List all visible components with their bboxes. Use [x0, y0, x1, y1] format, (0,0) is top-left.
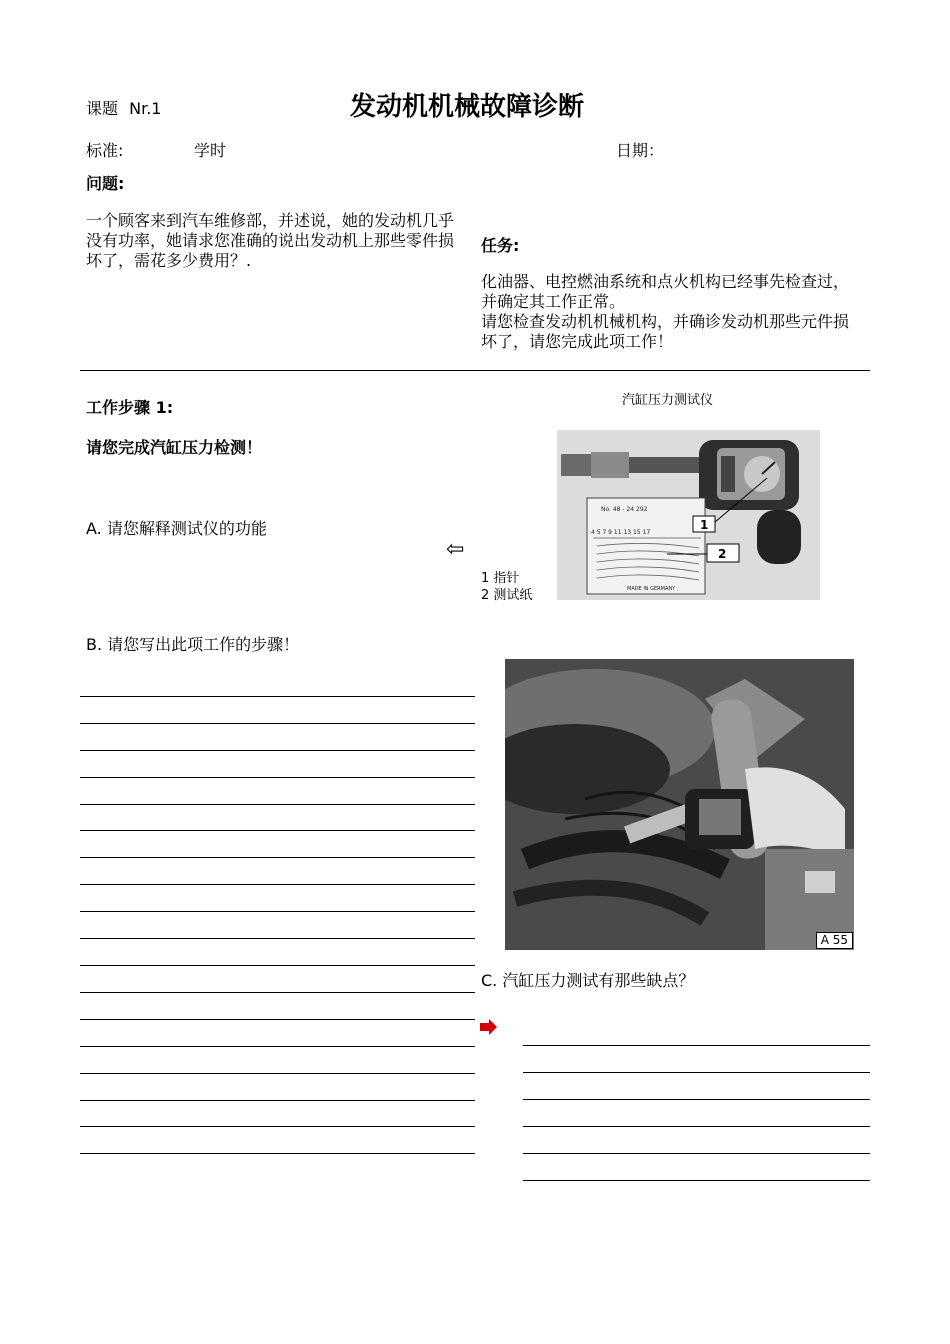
compression-tester-illustration: [557, 430, 820, 600]
page-title: 发动机机械故障诊断: [350, 92, 585, 122]
engine-test-photo: [505, 659, 854, 950]
answer-line: [80, 965, 475, 966]
topic-label: 课题: [86, 99, 119, 118]
section-divider: [80, 370, 870, 371]
answer-line: [80, 992, 475, 993]
answer-line: [80, 750, 475, 751]
answer-line: [80, 1046, 475, 1047]
card-scale: 4 5 7 9 11 13 15 17: [591, 529, 651, 536]
arrow-left-icon: ⇦: [446, 537, 465, 562]
engine-test-illustration: [505, 659, 854, 950]
problem-heading: 问题:: [86, 174, 125, 193]
arrow-right-icon: [480, 1019, 498, 1035]
topic-number: Nr.1: [129, 99, 162, 118]
callout-2: 2: [718, 547, 727, 561]
answer-line: [80, 777, 475, 778]
problem-text: 一个顾客来到汽车维修部，并述说，她的发动机几乎没有功率，她请求您准确的说出发动机上那些零件损坏了，需花多少费用？.: [86, 211, 455, 270]
answer-line: [80, 1153, 475, 1154]
compression-tester-photo: [557, 430, 820, 600]
answer-line: [80, 1126, 475, 1127]
task-heading: 任务:: [481, 236, 520, 255]
answer-line: [523, 1126, 870, 1127]
answer-line: [523, 1045, 870, 1046]
answer-line: [80, 1019, 475, 1020]
answer-line: [80, 938, 475, 939]
card-text: No. 48 - 24 292: [601, 506, 648, 513]
photo-label: A 55: [816, 932, 853, 949]
figure1-title: 汽缸压力测试仪: [622, 393, 714, 408]
question-b: B. 请您写出此项工作的步骤！: [86, 635, 300, 654]
question-a: A. 请您解释测试仪的功能: [86, 519, 267, 538]
answer-line: [80, 1100, 475, 1101]
answer-line: [80, 723, 475, 724]
task-line-1: 化油器、电控燃油系统和点火机构已经事先检查过，并确定其工作正常。: [481, 272, 850, 311]
hours-label: 学时: [194, 141, 227, 160]
topic-label-group: [86, 96, 161, 119]
answer-line: [80, 830, 475, 831]
date-label: 日期：: [616, 141, 665, 160]
arrow-right-shape: [480, 1019, 497, 1035]
legend-needle: 1 指针: [481, 571, 520, 586]
answer-line: [80, 1073, 475, 1074]
task-text: [481, 272, 853, 352]
callout-1: 1: [700, 518, 709, 532]
answer-line: [523, 1153, 870, 1154]
answer-line: [80, 857, 475, 858]
question-c: C. 汽缸压力测试有那些缺点？: [481, 971, 695, 990]
figure1-legend: [481, 570, 532, 604]
standard-label: 标准:: [86, 141, 124, 160]
legend-test-paper: 2 测试纸: [481, 588, 533, 603]
answer-line: [523, 1072, 870, 1073]
answer-line: [80, 804, 475, 805]
step-instruction: 请您完成汽缸压力检测！: [86, 438, 263, 457]
answer-line: [80, 696, 475, 697]
card-country: MADE IN GERMANY: [627, 586, 676, 592]
answer-line: [80, 884, 475, 885]
answer-line: [80, 911, 475, 912]
step-heading: 工作步骤 1:: [86, 398, 174, 417]
answer-line: [523, 1099, 870, 1100]
answer-line: [523, 1180, 870, 1181]
task-line-2: 请您检查发动机机械机构，并确诊发动机那些元件损坏了，请您完成此项工作！: [481, 312, 850, 351]
